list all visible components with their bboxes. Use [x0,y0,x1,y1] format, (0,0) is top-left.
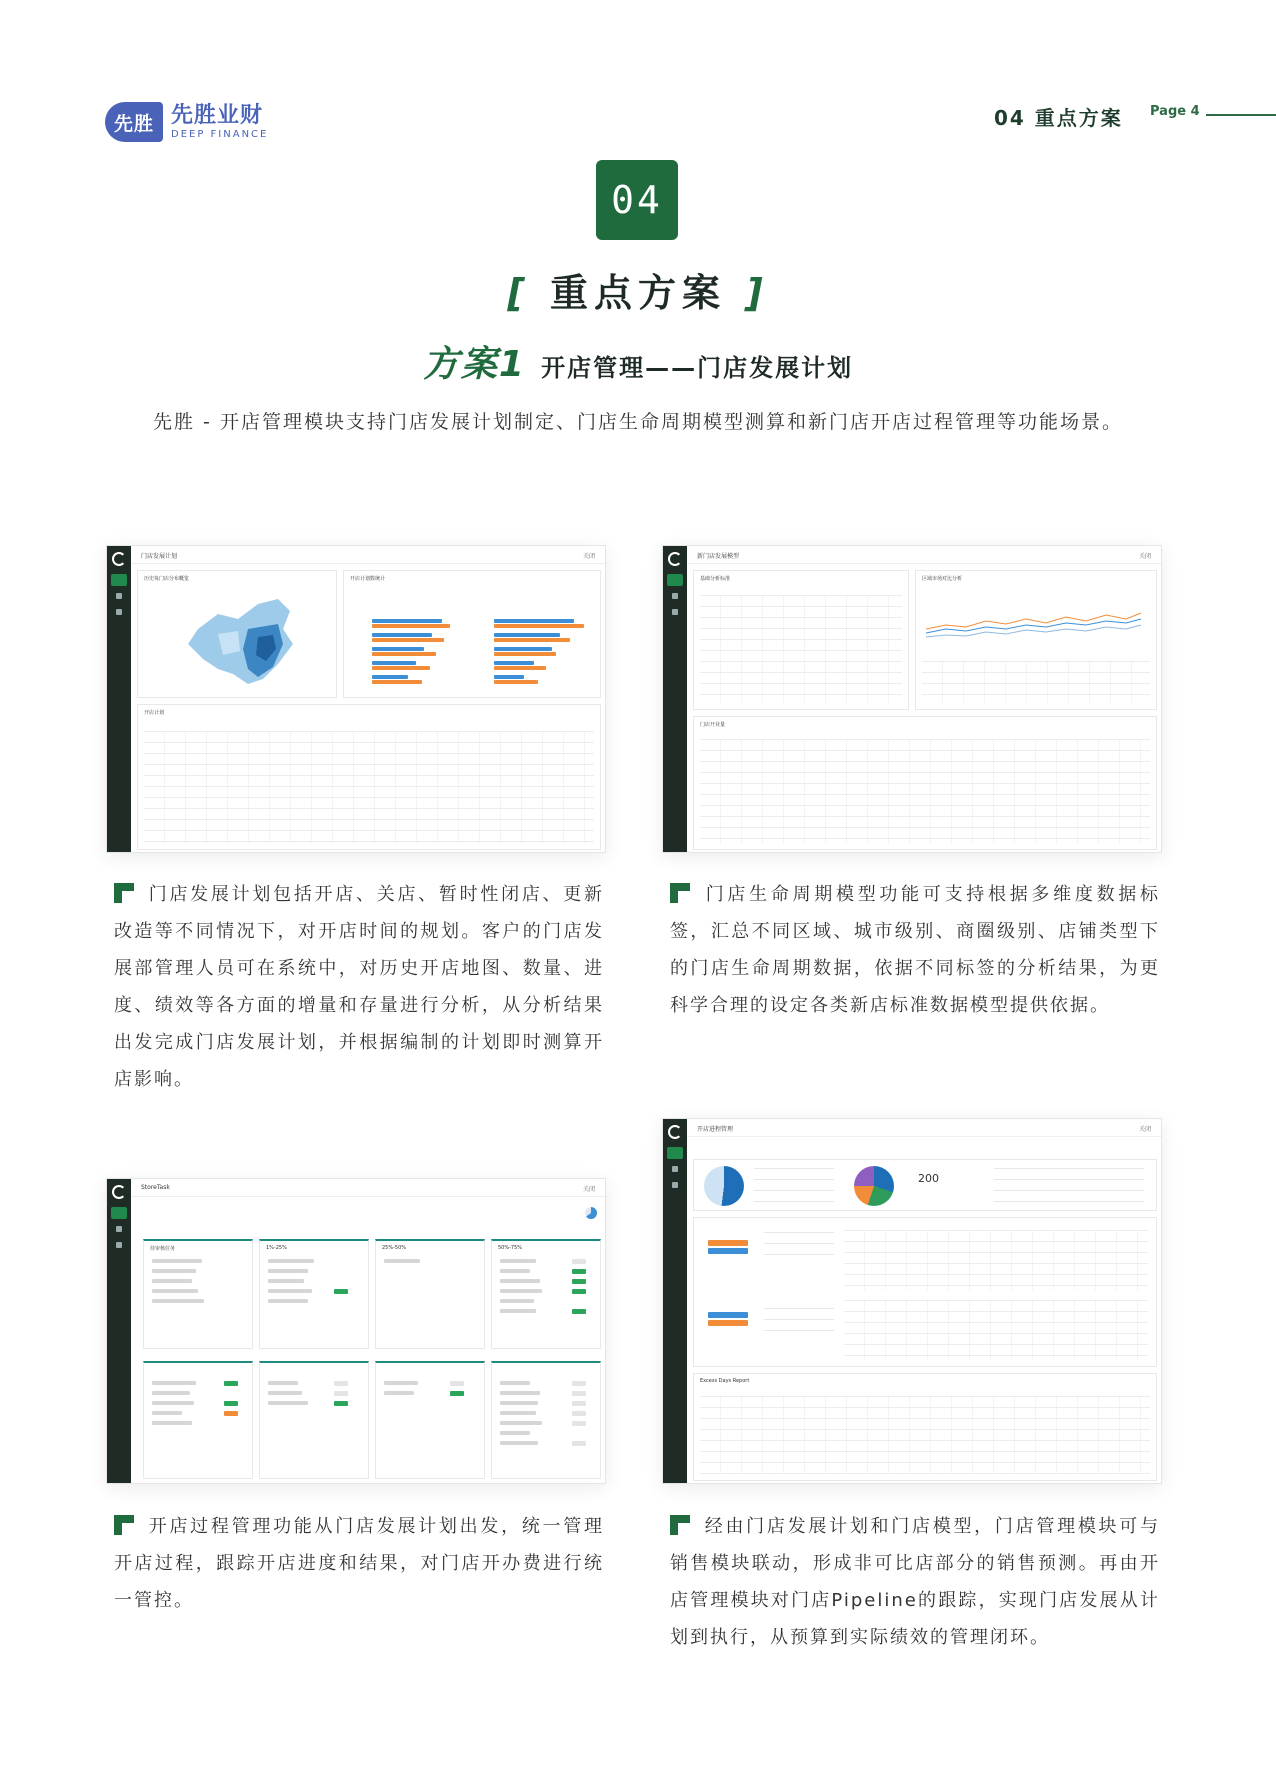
screenshot-lifecycle-model [662,545,1162,853]
task-column-1: 待审核任务 [150,1246,176,1252]
bullet-mark-icon [114,883,134,903]
app-sidebar [107,1179,131,1483]
close-button: 关闭 [582,1186,595,1193]
progress-pie-graphic [585,1207,597,1219]
pie-total-value: 200 [918,1172,939,1185]
panel-title-table: 开店计划 [144,710,165,716]
bullet-mark-icon [670,883,690,903]
paragraph-development-plan: 门店发展计划包括开店、关店、暂时性闭店、更新改造等不同情况下，对开店时间的规划。客户的门店发展部管理人员可在系统中，对历史开店地图、数量、进度、绩效等各方面的增量和存量进行分析，从分析结果出发完成门店发展计划，并根据编制的计划即时测算开店影响。 [114,884,604,1090]
window-title: 开店进程管理 [697,1126,734,1133]
window-title: 门店发展计划 [141,553,178,560]
panel-title-standard: 基础分析标准 [700,576,731,582]
app-sidebar [663,1119,687,1483]
app-sidebar [107,546,131,852]
company-logo [105,102,268,142]
chapter-number: 04 [596,160,678,240]
line-chart-graphic [926,599,1146,649]
page-number: Page 4 [1150,104,1200,119]
panel-title-openings: 门店开业量 [700,722,726,728]
plan-description: 开店管理——门店发展计划 [541,354,854,382]
paragraph-lifecycle-model: 门店生命周期模型功能可支持根据多维度数据标签，汇总不同区域、城市级别、商圈级别、店铺类型下的门店生命周期数据，依据不同标签的分析结果，为更科学合理的设定各类新店标准数据模型提供依据。 [670,884,1160,1016]
plan-heading [0,336,1276,387]
window-title: StoreTask [141,1184,170,1191]
task-column-2: 1%-25% [266,1245,287,1251]
screenshot-store-task [106,1178,606,1484]
plan-label: 方案1 [422,344,526,385]
task-column-3: 25%-50% [382,1245,407,1251]
task-column-4: 50%-75% [498,1245,523,1251]
pie-chart-graphic [854,1166,894,1206]
chapter-title: [ 重点方案 ] [507,271,769,315]
page-divider [1206,114,1276,116]
panel-title-map: 历史每门店分布概览 [144,576,190,582]
china-map-graphic [178,589,308,694]
pie-chart-graphic [704,1166,744,1206]
panel-title-region: 区域市场对比分析 [922,576,963,582]
section-label: 04 重点方案 [994,106,1123,130]
screenshot-development-plan [106,545,606,853]
intro-text: 先胜 - 开店管理模块支持门店发展计划制定、门店生命周期模型测算和新门店开店过程管理等功能场景。 [153,411,1123,433]
close-button: 关闭 [1138,1126,1151,1133]
panel-title-bars: 开店计划数统计 [350,576,386,582]
panel-title-report: Excess Days Report [700,1378,750,1384]
close-button: 关闭 [582,553,595,560]
close-button: 关闭 [1138,553,1151,560]
bullet-mark-icon [670,1515,690,1535]
logo-badge: 先胜 [105,102,163,142]
paragraph-process-management: 开店过程管理功能从门店发展计划出发，统一管理开店过程，跟踪开店进度和结果，对门店开办费进行统一管控。 [114,1516,604,1611]
bullet-mark-icon [114,1515,134,1535]
logo-name-en: DEEP FINANCE [171,128,269,140]
window-title: 新门店发展模型 [697,553,740,560]
paragraph-closed-loop: 经由门店发展计划和门店模型，门店管理模块可与销售模块联动，形成非可比店部分的销售预测。再由开店管理模块对门店Pipeline的跟踪，实现门店发展从计划到执行，从预算到实际绩效的管理闭环。 [670,1516,1160,1648]
logo-name: 先胜业财 [171,102,264,128]
screenshot-store-pipeline [662,1118,1162,1484]
app-sidebar [663,546,687,852]
